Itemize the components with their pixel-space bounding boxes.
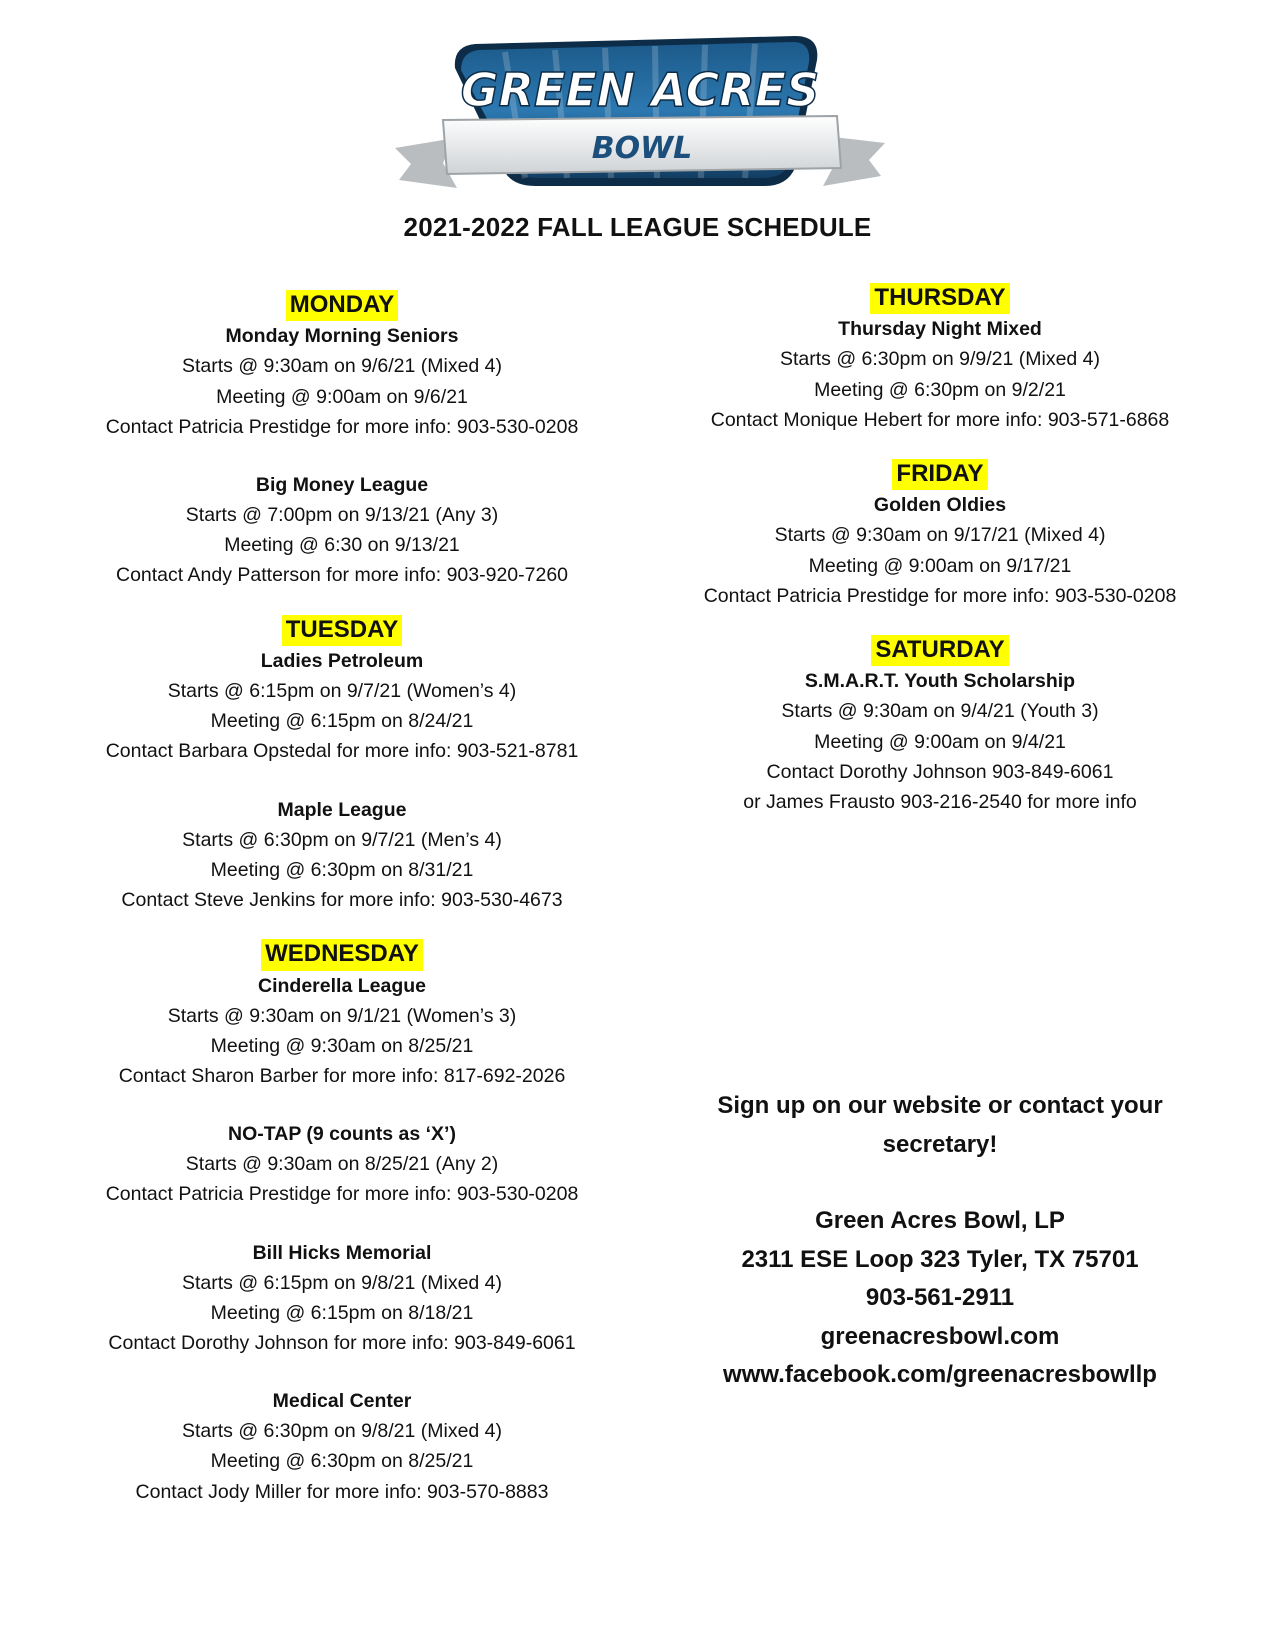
league-name: Medical Center	[272, 1390, 412, 1413]
league-entry	[42, 321, 642, 442]
day-heading: SATURDAY	[871, 635, 1008, 666]
league-name: Maple League	[277, 798, 407, 821]
day-heading: WEDNESDAY	[261, 939, 423, 970]
league-entry	[42, 646, 642, 767]
league-entry	[640, 666, 1240, 817]
league-detail-line: Starts @ 9:30am on 9/4/21 (Youth 3)	[781, 700, 1099, 723]
league-detail-line: Starts @ 9:30am on 9/1/21 (Women’s 3)	[167, 1004, 517, 1027]
league-detail-line: Contact Dorothy Johnson for more info: 903-849-6061	[108, 1332, 576, 1355]
league-detail-line: Meeting @ 9:30am on 8/25/21	[210, 1034, 474, 1057]
business-website: greenacresbowl.com	[820, 1322, 1060, 1350]
league-detail-line: Starts @ 7:00pm on 9/13/21 (Any 3)	[185, 504, 499, 526]
league-detail-line: Meeting @ 6:30pm on 9/2/21	[814, 378, 1066, 401]
league-detail-line: Meeting @ 9:00am on 9/6/21	[216, 385, 468, 408]
league-entry	[42, 795, 642, 916]
league-name: Golden Oldies	[873, 494, 1007, 517]
league-entry	[42, 971, 642, 1092]
league-detail-line: Meeting @ 6:30 on 9/13/21	[224, 534, 460, 557]
league-name: NO-TAP (9 counts as ‘X’)	[228, 1123, 456, 1146]
day-heading: MONDAY	[286, 290, 398, 321]
business-address: 2311 ESE Loop 323 Tyler, TX 75701	[741, 1245, 1139, 1273]
league-detail-line: Contact Sharon Barber for more info: 817-692-2026	[118, 1065, 566, 1088]
day-heading: FRIDAY	[892, 459, 987, 490]
league-detail-line: Contact Dorothy Johnson 903-849-6061	[766, 760, 1114, 783]
league-detail-line: Meeting @ 6:15pm on 8/24/21	[210, 710, 474, 733]
league-entry	[42, 1119, 642, 1209]
signup-message	[680, 1086, 1200, 1164]
league-name: Thursday Night Mixed	[838, 318, 1042, 341]
league-entry	[42, 470, 642, 591]
league-detail-line: Meeting @ 6:30pm on 8/25/21	[210, 1450, 474, 1473]
league-detail-line: Contact Patricia Prestidge for more info: 903-530-0208	[105, 1183, 579, 1206]
league-detail-line: Contact Monique Hebert for more info: 903-571-6868	[710, 408, 1170, 431]
league-name: Cinderella League	[258, 974, 426, 997]
league-detail-line: Contact Patricia Prestidge for more info: 903-530-0208	[703, 584, 1177, 607]
league-detail-line: Starts @ 6:15pm on 9/8/21 (Mixed 4)	[181, 1271, 503, 1294]
league-detail-line: Meeting @ 9:00am on 9/4/21	[814, 730, 1066, 753]
league-detail-line: Starts @ 6:15pm on 9/7/21 (Women’s 4)	[167, 680, 517, 702]
signup-line-1: Sign up on our website or contact your	[717, 1092, 1163, 1119]
league-detail-line: Meeting @ 6:30pm on 8/31/21	[210, 858, 474, 881]
league-detail-line: Meeting @ 6:15pm on 8/18/21	[210, 1301, 474, 1324]
business-contact	[670, 1202, 1210, 1395]
league-detail-line: or James Frausto 903-216-2540 for more info	[743, 791, 1137, 813]
league-detail-line: Starts @ 9:30am on 9/17/21 (Mixed 4)	[774, 524, 1106, 547]
business-facebook: www.facebook.com/greenacresbowllp	[723, 1361, 1157, 1388]
league-detail-line: Contact Andy Patterson for more info: 903-920-7260	[115, 564, 569, 587]
logo-text-green-acres: GREEN ACRES	[460, 63, 820, 117]
league-detail-line: Contact Barbara Opstedal for more info: 903-521-8781	[105, 740, 579, 763]
league-detail-line: Starts @ 6:30pm on 9/9/21 (Mixed 4)	[779, 348, 1101, 371]
league-detail-line: Contact Steve Jenkins for more info: 903-530-4673	[121, 889, 563, 912]
left-column	[42, 290, 642, 1507]
page-title: 2021-2022 FALL LEAGUE SCHEDULE	[403, 212, 872, 242]
league-detail-line: Starts @ 6:30pm on 9/7/21 (Men’s 4)	[182, 828, 502, 851]
business-name: Green Acres Bowl, LP	[815, 1207, 1065, 1234]
league-entry	[640, 490, 1240, 611]
league-detail-line: Starts @ 6:30pm on 9/8/21 (Mixed 4)	[181, 1420, 503, 1443]
league-entry	[42, 1238, 642, 1359]
signup-line-2: secretary!	[882, 1131, 998, 1158]
league-detail-line: Meeting @ 9:00am on 9/17/21	[808, 554, 1072, 577]
league-name: Monday Morning Seniors	[225, 325, 459, 348]
league-entry	[42, 1386, 642, 1507]
league-detail-line: Starts @ 9:30am on 8/25/21 (Any 2)	[185, 1153, 499, 1176]
league-name: S.M.A.R.T. Youth Scholarship	[804, 670, 1076, 693]
day-heading: TUESDAY	[282, 615, 402, 646]
league-detail-line: Contact Patricia Prestidge for more info: 903-530-0208	[105, 415, 579, 438]
league-detail-line: Contact Jody Miller for more info: 903-570-8883	[135, 1480, 549, 1503]
league-name: Ladies Petroleum	[260, 650, 424, 672]
league-entry	[640, 314, 1240, 435]
right-column	[640, 283, 1240, 817]
league-name: Big Money League	[255, 474, 429, 496]
day-heading: THURSDAY	[870, 283, 1009, 314]
logo-text-bowl: BOWL	[591, 131, 693, 166]
business-phone: 903-561-2911	[865, 1284, 1015, 1311]
league-detail-line: Starts @ 9:30am on 9/6/21 (Mixed 4)	[181, 355, 503, 378]
green-acres-bowl-logo	[395, 28, 885, 198]
league-name: Bill Hicks Memorial	[252, 1241, 432, 1264]
